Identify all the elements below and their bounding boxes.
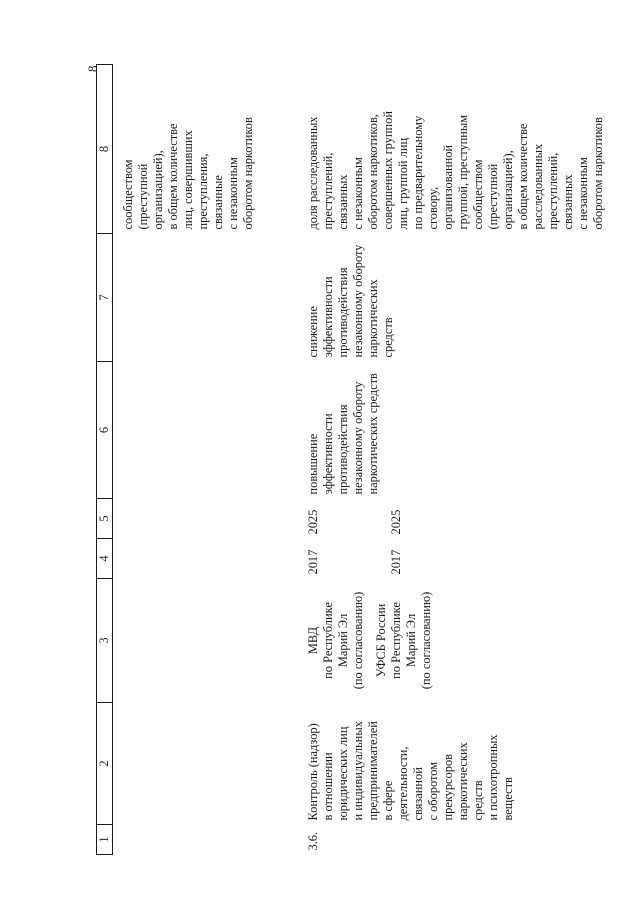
text-line: средств — [381, 317, 395, 358]
text-line: наркотических — [366, 279, 380, 358]
text-line: расследованных — [531, 143, 545, 230]
text-line: эффективности — [321, 276, 335, 358]
text-line: по предварительному — [411, 115, 425, 230]
text-line: организацией), — [151, 150, 165, 230]
text-line: средств — [471, 780, 485, 821]
text-line: доля расследованных — [306, 116, 320, 230]
start-year-1: 2017 — [306, 549, 320, 575]
text-line: (по согласованию) — [419, 591, 433, 690]
end-year-2: 2025 — [389, 509, 403, 535]
start-year-cell — [306, 539, 606, 579]
text-line: УФСБ России — [374, 603, 388, 678]
text-line: в общем количестве — [516, 123, 530, 230]
text-line: снижение — [306, 306, 320, 358]
end-year-cell — [306, 499, 606, 539]
text-line: Марий Эл — [404, 613, 418, 668]
consequence-cell — [306, 234, 606, 362]
text-line: группой, преступным — [456, 114, 470, 230]
executor-cell — [306, 579, 606, 703]
text-line: связанных — [336, 174, 350, 230]
text-line: в отношении — [321, 752, 335, 821]
text-line: противодействия — [336, 267, 350, 358]
continuation-row — [121, 65, 306, 855]
text-line: по Республике — [321, 602, 335, 679]
text-line: с незаконным — [226, 157, 240, 230]
text-line: преступлений, — [546, 152, 560, 230]
text-line: преступлений, — [321, 152, 335, 230]
page-number: 8 — [85, 65, 100, 72]
indicator-cell — [306, 65, 606, 234]
text-line: (преступной — [136, 163, 150, 230]
text-line: повышение — [306, 433, 320, 495]
header-col-2: 2 — [97, 703, 113, 825]
text-line: предпринимателей — [366, 721, 380, 821]
text-line: незаконному обороту — [351, 244, 365, 358]
text-line: оборотом наркотиков — [241, 117, 255, 230]
text-line: Контроль (надзор) — [306, 723, 320, 821]
text-line: с незаконным — [351, 157, 365, 230]
measures-table — [96, 64, 606, 855]
text-line: наркотических средств — [366, 373, 380, 495]
text-line: незаконному обороту — [351, 381, 365, 495]
text-line: преступления, — [196, 153, 210, 230]
text-line: и психотропных — [486, 734, 500, 821]
text-line: и индивидуальных — [351, 721, 365, 821]
result-cell — [306, 362, 606, 499]
text-line: с оборотом — [426, 761, 440, 821]
text-line: связанных — [561, 174, 575, 230]
text-line: наркотических — [456, 742, 470, 821]
indicator-continuation — [121, 65, 306, 234]
text-line: в сфере — [381, 780, 395, 821]
text-line: совершенных группой — [381, 111, 395, 230]
document-page — [96, 65, 616, 855]
start-year-2: 2017 — [389, 549, 403, 575]
text-line: по Республике — [389, 602, 403, 679]
text-line: организованной — [441, 144, 455, 230]
header-row — [97, 65, 113, 855]
header-col-6: 6 — [97, 362, 113, 499]
header-col-8: 8 — [97, 65, 113, 234]
header-col-1: 1 — [97, 825, 113, 855]
text-line: (преступной — [486, 163, 500, 230]
text-line: противодействия — [336, 404, 350, 495]
text-line: эффективности — [321, 413, 335, 495]
text-line: связанные — [211, 175, 225, 230]
end-year-1: 2025 — [306, 509, 320, 535]
item-number: 3.6. — [306, 831, 320, 851]
text-line: сообществом — [121, 159, 135, 230]
text-line: юридических лиц — [336, 726, 350, 821]
header-col-3: 3 — [97, 579, 113, 703]
text-line: в общем количестве — [166, 123, 180, 230]
text-line: сговору, — [426, 186, 440, 230]
text-line: лиц, группой лиц — [396, 137, 410, 230]
header-col-7: 7 — [97, 234, 113, 362]
header-col-5: 5 — [97, 499, 113, 539]
text-line: с незаконным — [576, 157, 590, 230]
text-line: организацией), — [501, 150, 515, 230]
text-line: лиц, совершивших — [181, 130, 195, 230]
text-line: (по согласованию) — [351, 591, 365, 690]
text-line: оборотом наркотиков — [591, 117, 605, 230]
measure-cell — [306, 703, 606, 825]
text-line: связанной — [411, 767, 425, 821]
text-line: сообществом — [471, 159, 485, 230]
text-line: веществ — [501, 777, 515, 821]
text-line: прекурсоров — [441, 754, 455, 821]
table-row — [306, 65, 606, 855]
text-line: МВД — [306, 626, 320, 655]
text-line: оборотом наркотиков, — [366, 114, 380, 230]
text-line: Марий Эл — [336, 613, 350, 668]
header-col-4: 4 — [97, 539, 113, 579]
text-line: деятельности, — [396, 746, 410, 821]
